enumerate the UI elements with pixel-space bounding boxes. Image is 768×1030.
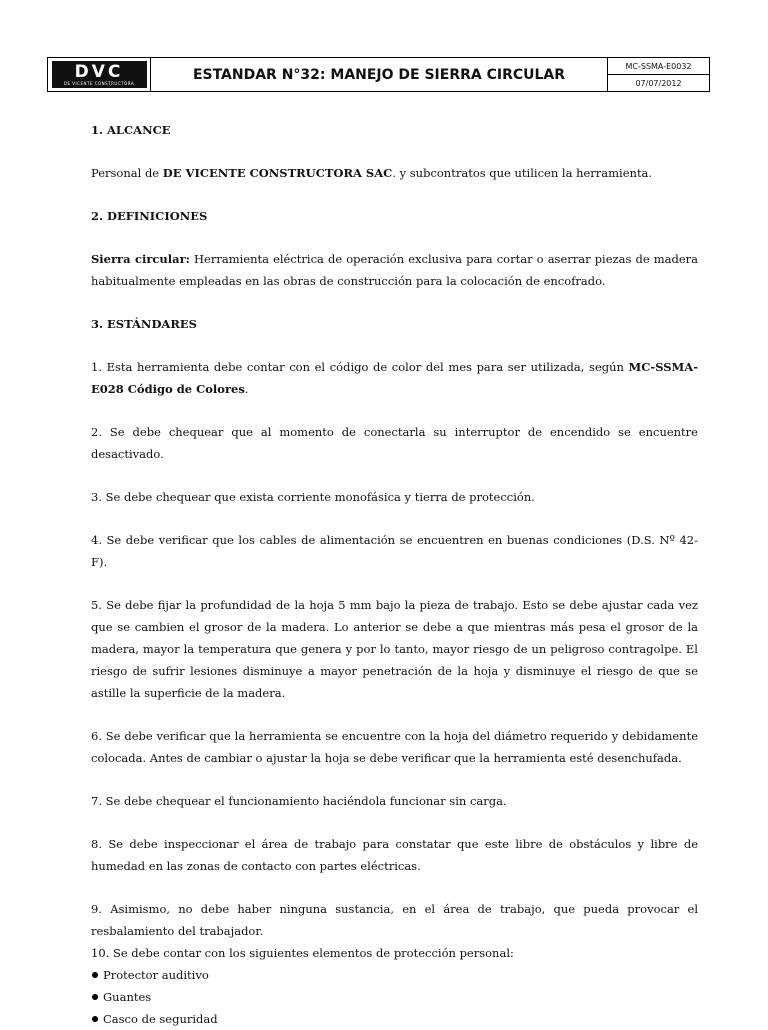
standard-item-1: 1. Esta herramienta debe contar con el código de color del mes para ser utilizada, según MC-SSMA-E028 Código de Colores. [91, 360, 698, 396]
standard-item-8: 8. Se debe inspeccionar el área de trabajo para constatar que este libre de obstáculos y libre de humedad en las zonas de contacto con partes eléctricas. [91, 837, 698, 873]
standard-item-3: 3. Se debe chequear que exista corriente monofásica y tierra de protección. [91, 490, 535, 504]
definition-paragraph: Sierra circular: Herramienta eléctrica de operación exclusiva para cortar o aserrar piezas de madera habitualmente empleadas en las obras de construcción para la colocación de encofrado. [91, 252, 698, 288]
standard-item-6: 6. Se debe verificar que la herramienta se encuentre con la hoja del diámetro requerido y debidamente colocada. Antes de cambiar o ajustar la hoja se debe verificar que la herramienta esté desenchufada. [91, 729, 698, 765]
title-cell [151, 58, 608, 91]
document-title: ESTANDAR N°32: MANEJO DE SIERRA CIRCULAR [192, 66, 566, 83]
document-header [47, 57, 710, 92]
logo-cell [48, 58, 151, 91]
meta-cell [608, 58, 709, 91]
standard-item-7: 7. Se debe chequear el funcionamiento haciéndola funcionar sin carga. [91, 794, 507, 808]
logo-text: DVC [74, 61, 124, 82]
standard-item-2: 2. Se debe chequear que al momento de conectarla su interruptor de encendido se encuentre desactivado. [91, 425, 698, 461]
alcance-paragraph: Personal de DE VICENTE CONSTRUCTORA SAC. y subcontratos que utilicen la herramienta. [91, 166, 653, 180]
bullet-icon [92, 972, 98, 978]
document-date: 07/07/2012 [608, 74, 709, 91]
document-body [91, 119, 698, 1030]
list-item: Casco de seguridad [91, 1008, 698, 1030]
dvc-logo [52, 61, 147, 88]
list-item: Guantes [91, 986, 698, 1008]
definition-term: Sierra circular: [91, 252, 190, 266]
heading-estandares: 3. ESTÁNDARES [91, 317, 197, 331]
standard-item-9: 9. Asimismo, no debe haber ninguna sustancia, en el área de trabajo, que pueda provocar el resbalamiento del trabajador. [91, 902, 698, 938]
bullet-icon [92, 1016, 98, 1022]
document-code: MC-SSMA-E0032 [625, 61, 692, 71]
company-name: DE VICENTE CONSTRUCTORA SAC [162, 166, 393, 180]
reference-code: MC-SSMA-E028 Código de Colores [91, 360, 698, 396]
standard-item-4: 4. Se debe verificar que los cables de alimentación se encuentren en buenas condiciones (D.S. Nº 42-F). [91, 533, 698, 569]
heading-alcance: 1. ALCANCE [91, 123, 171, 137]
heading-definiciones: 2. DEFINICIONES [91, 209, 208, 223]
standard-item-10: 10. Se debe contar con los siguientes elementos de protección personal: [91, 946, 514, 960]
list-item: Protector auditivo [91, 964, 698, 986]
logo-subtext: DE VICENTE CONSTRUCTORA [63, 80, 135, 86]
bullet-icon [92, 994, 98, 1000]
standard-item-5: 5. Se debe fijar la profundidad de la hoja 5 mm bajo la pieza de trabajo. Esto se debe ajustar cada vez que se cambien el grosor de la madera. Lo anterior se debe a que mientras más pesa el grosor de la madera, mayor la temperatura que genera y por lo tanto, mayor riesgo de un peligroso contragolpe. El riesgo de sufrir lesiones disminuye a mayor penetración de la hoja y disminuye el riesgo de que se astille la superficie de la madera. [91, 598, 698, 700]
